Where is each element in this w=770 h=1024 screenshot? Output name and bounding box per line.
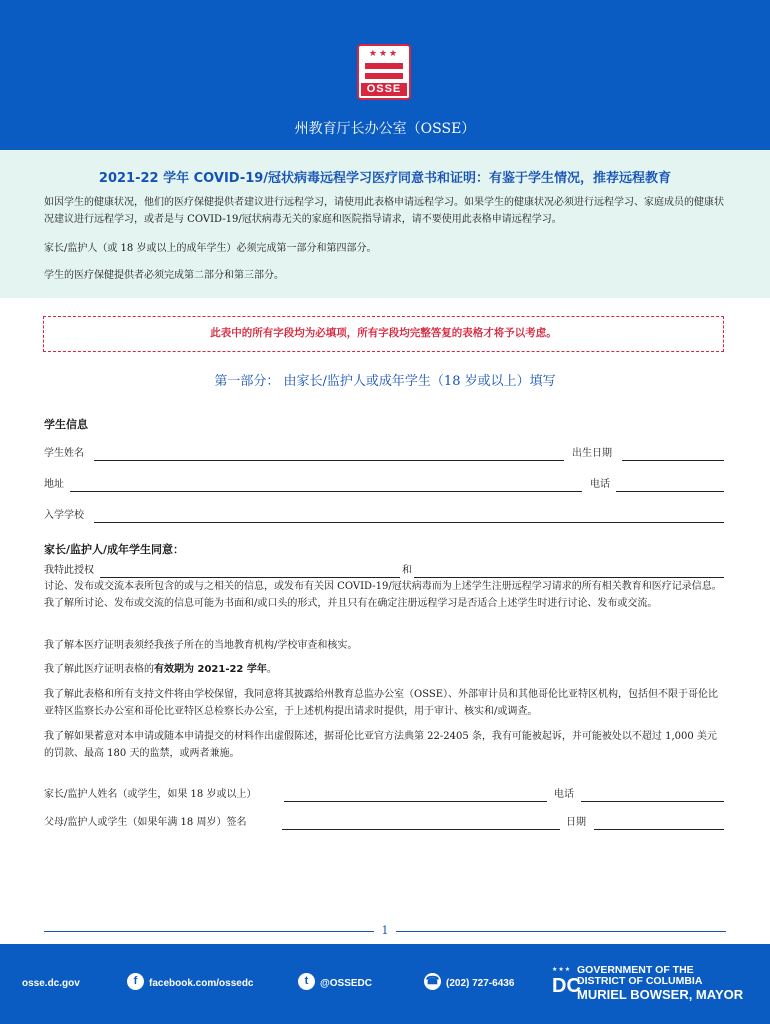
gov-line-2: DISTRICT OF COLUMBIA — [577, 975, 703, 987]
gov-line-1: GOVERNMENT OF THE — [577, 964, 694, 976]
phone-icon: ☎ — [424, 973, 441, 990]
student-name-row — [44, 447, 724, 463]
guardian-name-row — [44, 788, 724, 804]
phone-label: 电话 — [590, 479, 610, 490]
authorize-party-a-field[interactable] — [100, 577, 400, 578]
address-label: 地址 — [44, 479, 64, 490]
twitter-icon: t — [298, 973, 315, 990]
dc-mark: DC — [552, 975, 581, 997]
page-divider — [396, 931, 726, 932]
date-field[interactable] — [594, 829, 724, 830]
phone-number: (202) 727-6436 — [446, 978, 515, 989]
school-row — [44, 509, 724, 525]
signature-label: 父母/监护人或学生（如果年满 18 周岁）签名 — [44, 817, 247, 828]
signature-field[interactable] — [282, 829, 560, 830]
osse-logo — [357, 44, 411, 100]
dc-flag-icon — [552, 966, 581, 998]
guardian-phone-field[interactable] — [581, 801, 724, 802]
logo-bar — [365, 73, 403, 79]
stars-icon: ★★★ — [552, 966, 572, 973]
date-label: 日期 — [566, 817, 586, 828]
false-statement-paragraph: 我了解如果蓄意对本申请或随本申请提交的材料作出虚假陈述，据哥伦比亚官方法典第 22-2405 条，我有可能被起诉，并可能被处以不超过 1,000 美元的罚款、最高 180 天的监禁，或两者兼施。 — [44, 731, 717, 759]
address-field[interactable] — [70, 491, 582, 492]
dob-label: 出生日期 — [572, 448, 612, 459]
page-number: 1 — [381, 924, 389, 937]
review-paragraph: 我了解本医疗证明表须经我孩子所在的当地教育机构/学校审查和核实。 — [44, 640, 358, 651]
stars-icon: ★★★ — [368, 49, 400, 59]
authorize-text: 讨论、发布或交流本表所包含的或与之相关的信息，或发布有关因 COVID-19/冠状病毒而为上述学生注册远程学习请求的所有相关教育和医疗记录信息。我了解所讨论、发布或交流的信息可能为书面和/或口头的形式，并且只有在确定注册远程学习是否适合上述学生时进行讨论、发布或交流。 — [44, 581, 722, 609]
dob-field[interactable] — [622, 460, 724, 461]
guardian-name-label: 家长/监护人姓名（或学生，如果 18 岁或以上） — [44, 789, 257, 800]
intro-paragraph: 学生的医疗保健提供者必须完成第二部分和第三部分。 — [44, 270, 284, 281]
facebook-link[interactable]: facebook.com/ossedc — [149, 978, 254, 989]
student-info-heading: 学生信息 — [44, 418, 88, 431]
consent-heading: 家长/监护人/成年学生同意： — [44, 543, 185, 556]
intro-paragraph: 如因学生的健康状况，他们的医疗保健提供者建议进行远程学习，请使用此表格申请远程学习。如果学生的健康状况必须进行远程学习、家庭成员的健康状况建议进行远程学习，或者是与 COVID-19/冠状病毒无关的家庭和医院指导请求，请不要使用此表格申请远程学习。 — [44, 197, 724, 225]
guardian-name-field[interactable] — [284, 801, 547, 802]
required-fields-notice: 此表中的所有字段均为必填项，所有字段均完整答复的表格才将予以考虑。 — [43, 316, 724, 352]
validity-paragraph — [44, 662, 726, 679]
authorize-and: 和 — [402, 565, 412, 576]
website-link[interactable]: osse.dc.gov — [22, 978, 80, 989]
address-row — [44, 478, 724, 494]
guardian-phone-label: 电话 — [554, 789, 574, 800]
student-name-label: 学生姓名 — [44, 448, 84, 459]
document-title: 2021-22 学年 COVID-19/冠状病毒远程学习医疗同意书和证明：有鉴于学生情况，推荐远程教育 — [98, 171, 672, 186]
logo-text: OSSE — [361, 83, 407, 96]
validity-prefix: 我了解此医疗证明表格的 — [44, 664, 154, 675]
twitter-link[interactable]: @OSSEDC — [320, 978, 372, 989]
office-name: 州教育厅长办公室（OSSE） — [294, 121, 476, 137]
phone-field[interactable] — [616, 491, 724, 492]
logo-bar — [365, 63, 403, 69]
signature-row — [44, 816, 724, 832]
authorize-prefix: 我特此授权 — [44, 565, 94, 576]
validity-period: 有效期为 2021-22 学年 — [154, 664, 267, 675]
dc-government-logo — [552, 964, 752, 1004]
retention-paragraph: 我了解此表格和所有支持文件将由学校保留，我同意将其披露给州教育总监办公室（OSSE）、外部审计员和其他哥伦比亚特区机构，包括但不限于哥伦比亚特区监察长办公室和哥伦比亚特区总检察长办公室，于上述机构提出请求时提供，用于审计、核实和/或调查。 — [44, 689, 719, 717]
school-field[interactable] — [94, 522, 724, 523]
part1-title: 第一部分： 由家长/监护人或成年学生（18 岁或以上）填写 — [214, 374, 556, 389]
intro-section — [0, 150, 770, 298]
gov-line-3: MURIEL BOWSER, MAYOR — [577, 987, 744, 1002]
page-header — [0, 0, 770, 150]
authorize-row — [44, 564, 724, 580]
validity-suffix: 。 — [266, 664, 277, 675]
page-footer — [0, 944, 770, 1024]
school-label: 入学学校 — [44, 510, 84, 521]
authorize-party-b-field[interactable] — [414, 577, 724, 578]
intro-paragraph: 家长/监护人（或 18 岁或以上的成年学生）必须完成第一部分和第四部分。 — [44, 243, 377, 254]
facebook-icon: f — [127, 973, 144, 990]
student-name-field[interactable] — [94, 460, 564, 461]
